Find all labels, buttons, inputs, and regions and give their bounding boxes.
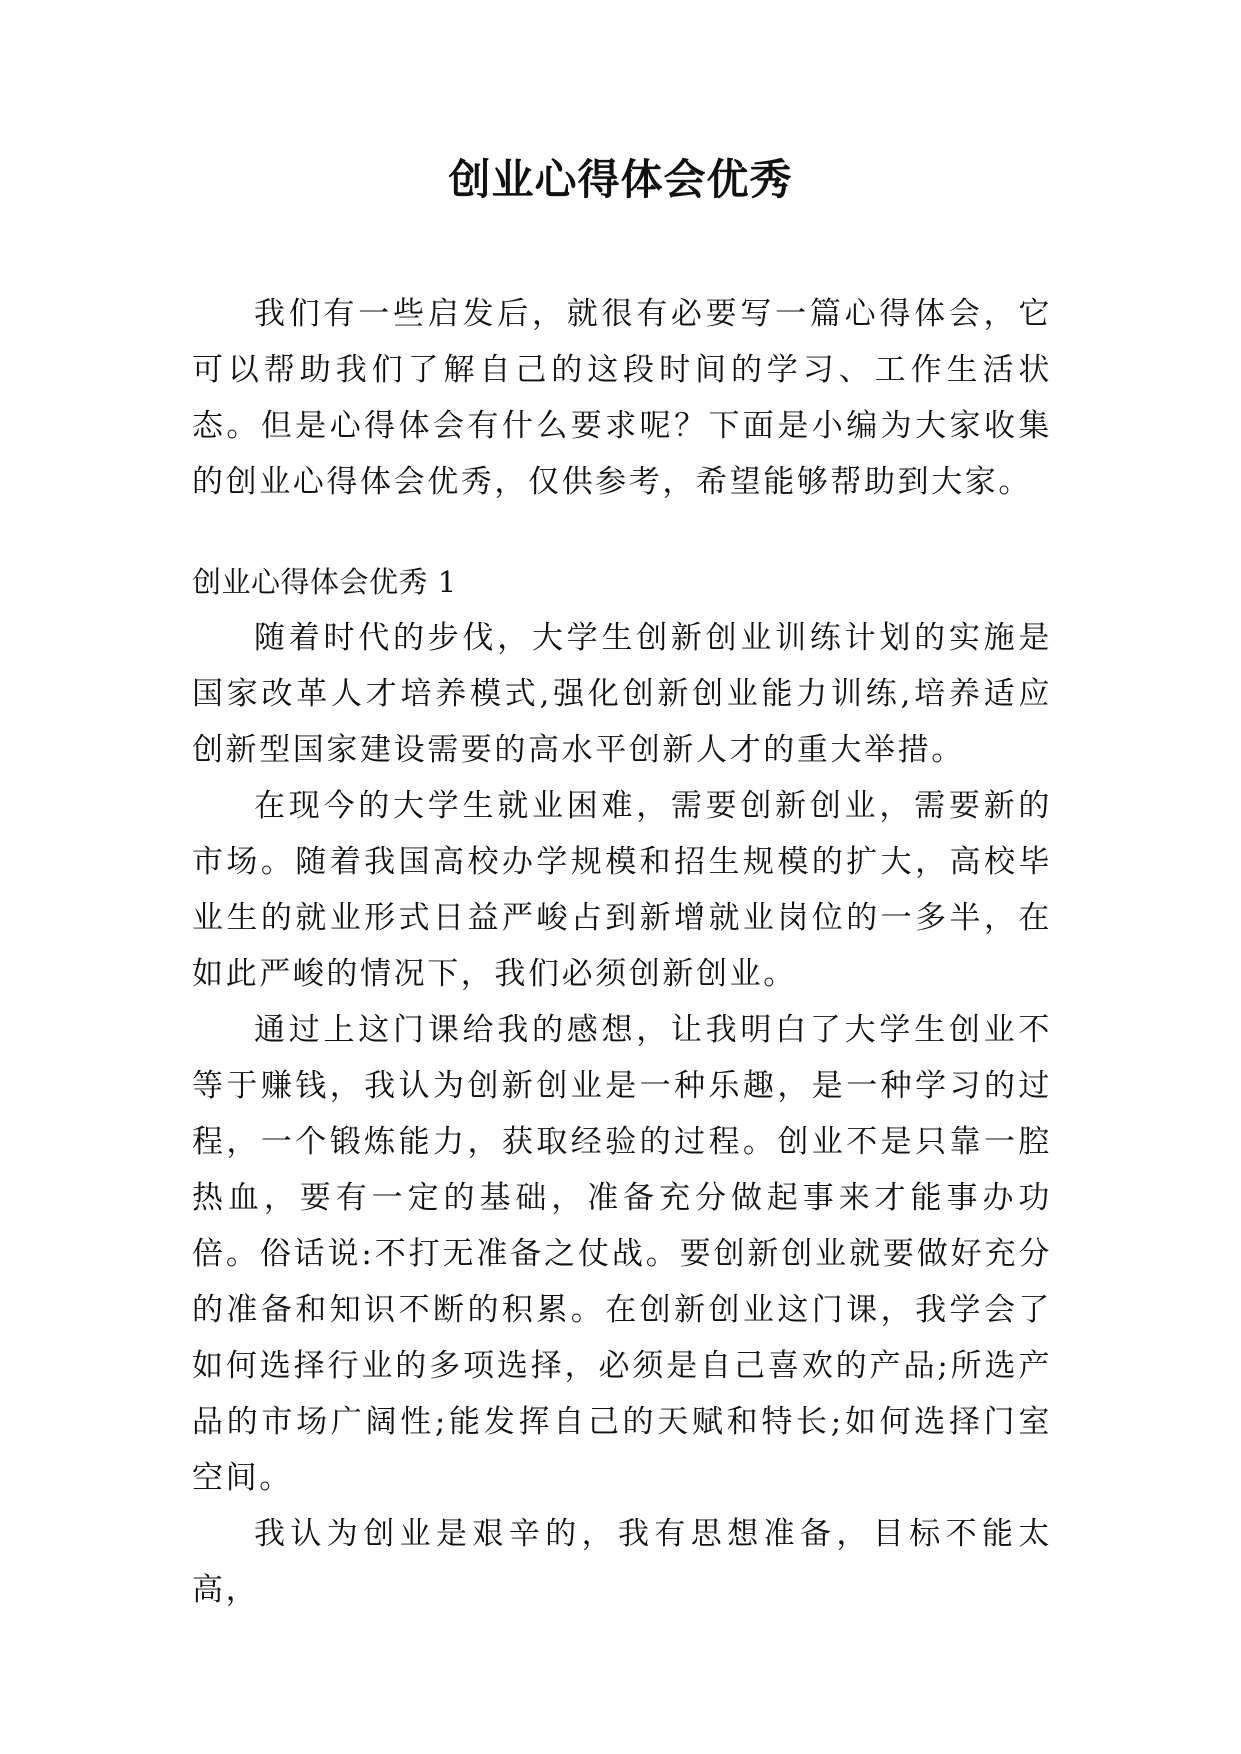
section-heading: 创业心得体会优秀 1 <box>192 565 457 599</box>
body-paragraph: 我认为创业是艰辛的，我有思想准备，目标不能太高， <box>192 1516 1052 1608</box>
intro-paragraph: 我们有一些启发后，就很有必要写一篇心得体会，它可以帮助我们了解自己的这段时间的学习、工作生活状态。但是心得体会有什么要求呢？下面是小编为大家收集的创业心得体会优秀，仅供参考，希望能够帮助到大家。 <box>192 296 1052 500</box>
document-title: 创业心得体会优秀 <box>448 155 793 204</box>
body-paragraph: 在现今的大学生就业困难，需要创新创业，需要新的市场。随着我国高校办学规模和招生规模的扩大，高校毕业生的就业形式日益严峻占到新增就业岗位的一多半，在如此严峻的情况下，我们必须创新创业。 <box>192 788 1052 992</box>
document-body <box>192 286 1052 1618</box>
body-paragraph: 通过上这门课给我的感想，让我明白了大学生创业不等于赚钱，我认为创新创业是一种乐趣，是一种学习的过程，一个锻炼能力，获取经验的过程。创业不是只靠一腔热血，要有一定的基础，准备充分做起事来才能事办功倍。俗话说:不打无准备之仗战。要创新创业就要做好充分的准备和知识不断的积累。在创新创业这门课，我学会了如何选择行业的多项选择，必须是自己喜欢的产品;所选产品的市场广阔性;能发挥自己的天赋和特长;如何选择门室空间。 <box>192 1012 1052 1496</box>
body-paragraph: 随着时代的步伐，大学生创新创业训练计划的实施是国家改革人才培养模式,强化创新创业能力训练,培养适应创新型国家建设需要的高水平创新人才的重大举措。 <box>192 620 1052 768</box>
